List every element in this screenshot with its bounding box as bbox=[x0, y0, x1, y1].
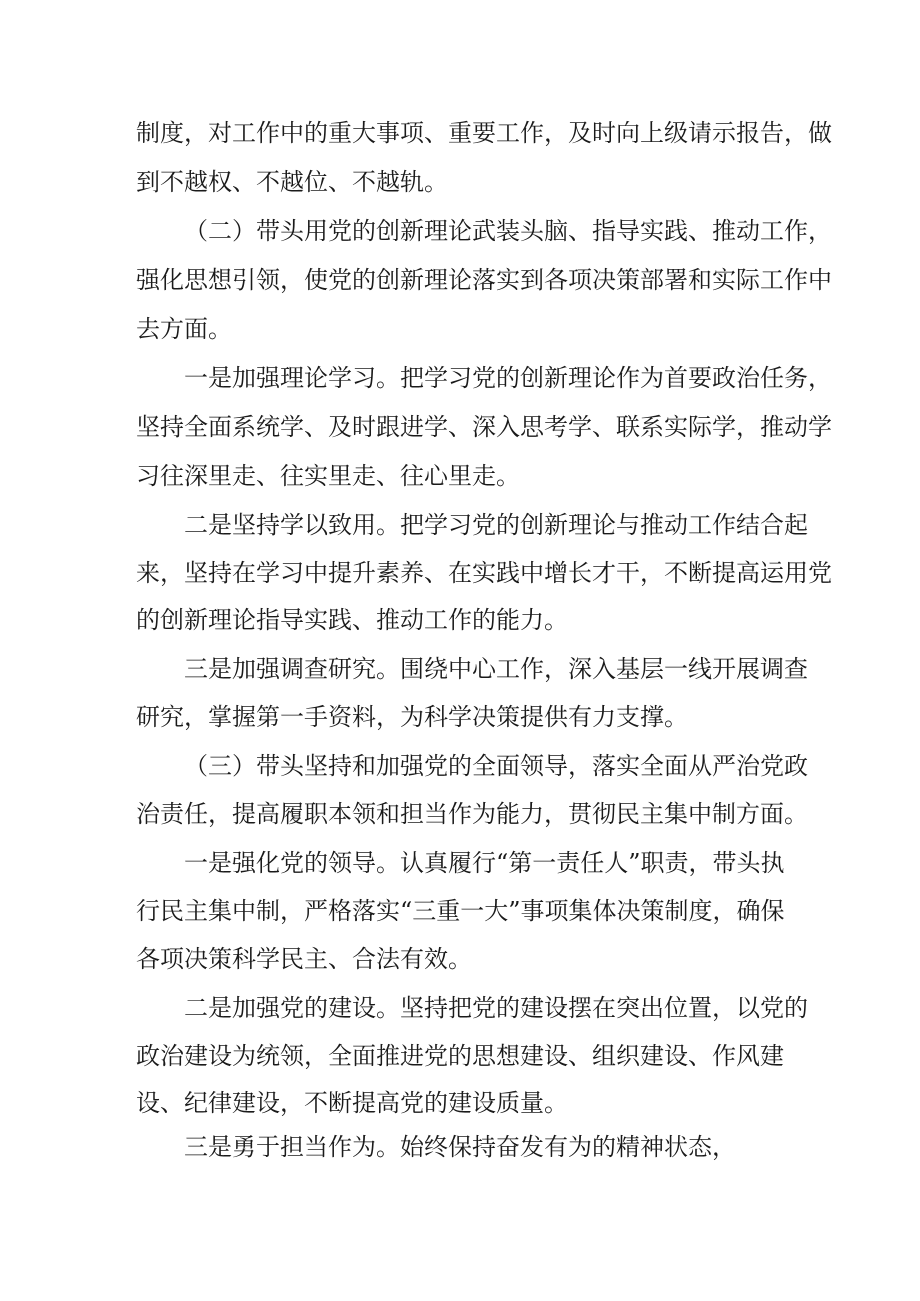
text-line: 坚持全面系统学、及时跟进学、深入思考学、联系实际学，推动学 bbox=[136, 413, 832, 441]
text-line: 治责任，提高履职本领和担当作为能力，贯彻民主集中制方面。 bbox=[136, 800, 808, 828]
text-line: 的创新理论指导实践、推动工作的能力。 bbox=[136, 606, 568, 634]
text-line: 三是加强调查研究。围绕中心工作，深入基层一线开展调查 bbox=[184, 655, 808, 683]
text-line: 去方面。 bbox=[136, 315, 232, 343]
text-line: 制度，对工作中的重大事项、重要工作，及时向上级请示报告，做 bbox=[136, 119, 832, 147]
text-line: 各项决策科学民主、合法有效。 bbox=[136, 945, 472, 973]
text-line: 一是强化党的领导。认真履行“第一责任人”职责，带头执 bbox=[184, 849, 785, 877]
text-line: 一是加强理论学习。把学习党的创新理论作为首要政治任务， bbox=[184, 364, 832, 392]
text-line: 到不越权、不越位、不越轨。 bbox=[136, 168, 448, 196]
text-line: 来，坚持在学习中提升素养、在实践中增长才干，不断提高运用党 bbox=[136, 559, 832, 587]
text-line: 三是勇于担当作为。始终保持奋发有为的精神状态， bbox=[184, 1133, 736, 1161]
text-line: 二是坚持学以致用。把学习党的创新理论与推动工作结合起 bbox=[184, 511, 808, 539]
text-line: 设、纪律建设，不断提高党的建设质量。 bbox=[136, 1089, 568, 1117]
text-line: 习往深里走、往实里走、往心里走。 bbox=[136, 462, 520, 490]
text-line: 政治建设为统领，全面推进党的思想建设、组织建设、作风建 bbox=[136, 1042, 784, 1070]
text-line: 强化思想引领，使党的创新理论落实到各项决策部署和实际工作中 bbox=[136, 266, 832, 294]
text-line: （二）带头用党的创新理论武装头脑、指导实践、推动工作， bbox=[184, 217, 832, 245]
text-line: （三）带头坚持和加强党的全面领导，落实全面从严治党政 bbox=[184, 752, 808, 780]
text-line: 二是加强党的建设。坚持把党的建设摆在突出位置，以党的 bbox=[184, 994, 808, 1022]
text-line: 行民主集中制，严格落实“三重一大”事项集体决策制度，确保 bbox=[136, 897, 785, 925]
text-line: 研究，掌握第一手资料，为科学决策提供有力支撑。 bbox=[136, 703, 688, 731]
